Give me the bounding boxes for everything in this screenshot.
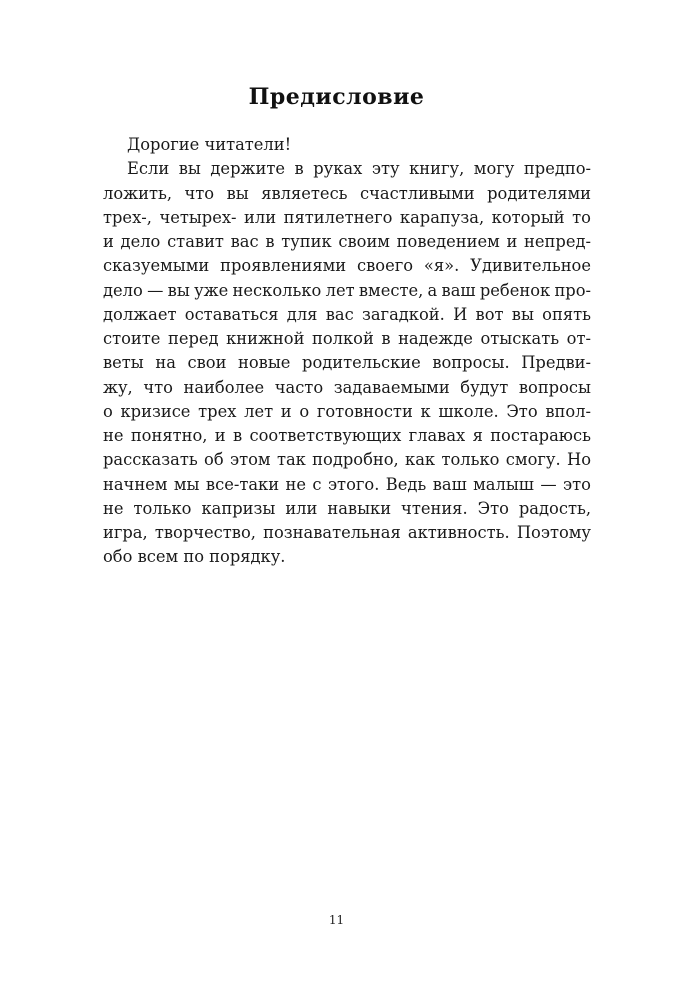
text-line: трех-, четырех- или пятилетнего карапуза, который то [103,207,591,227]
text-line: не понятно, и в соответствующих главах я постараюсь [103,426,591,445]
text-line: и дело ставит вас в тупик своим поведением и непред- [103,232,591,251]
page-number: 11 [328,913,345,927]
text-line: начнем мы все-таки не с этого. Ведь ваш малыш — это [103,474,591,494]
text-line: дело — вы уже несколько лет вместе, а ваш ребенок про- [103,280,592,300]
text-line: рассказать об этом так подробно, как только смогу. Но [103,450,592,470]
text-line: Если вы держите в руках эту книгу, могу предпо- [127,159,592,179]
text-line: веты на свои новые родительские вопросы. Предви- [103,353,592,373]
text-line: сказуемыми проявлениями своего «я». Удивительное [103,256,591,276]
text-line: игра, творчество, познавательная активность. Поэтому [103,523,591,542]
text-line: ложить, что вы являетесь счастливыми родителями [103,183,591,203]
page-title: Предисловие [248,84,425,110]
text-line: должает оставаться для вас загадкой. И вот вы опять [103,304,591,324]
text-line: стоите перед книжной полкой в надежде отыскать от- [103,329,591,348]
text-line: о кризисе трех лет и о готовности к школе. Это впол- [103,401,591,421]
greeting-line: Дорогие читатели! [127,135,292,154]
text-line: жу, что наиболее часто задаваемыми будут вопросы [103,377,591,397]
text-line: не только капризы или навыки чтения. Это радость, [103,498,591,518]
text-line: обо всем по порядку. [103,547,286,567]
preface-text [103,133,591,570]
